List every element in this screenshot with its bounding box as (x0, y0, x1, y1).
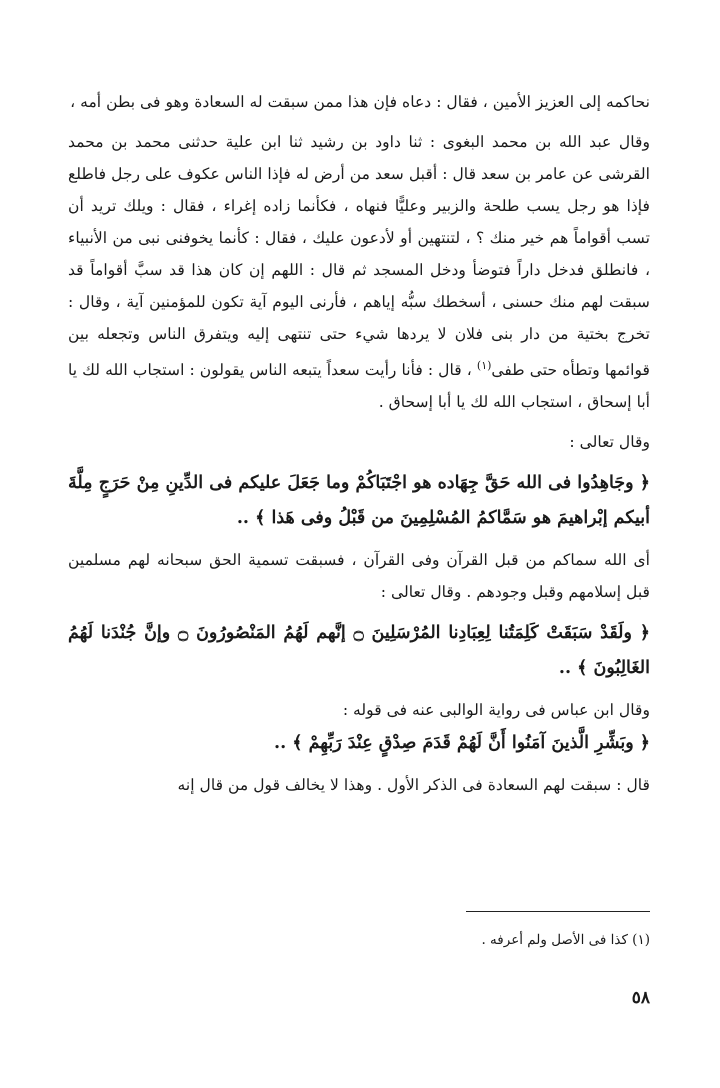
footnote: (١) كذا فى الأصل ولم أعرفه . (481, 932, 650, 948)
paragraph-2-text: وقال عبد الله بن محمد البغوى : ثنا داود بن رشيد ثنا ابن علية حدثنى محمد بن محمد القرشى عن عامر بن سعد قال : أقبل سعد من أرض له فإذا الناس عكوف على رجل فاطلع فإذا هو رجل يسب طلحة والزبير وعليًّا فنهاه ، فكأنما زاده إغراء ، فقال : ويلك تريد أن تسب أقواماً هم خير منك ؟ ، لتنتهين أو لأدعون عليك ، فقال : كأنما يخوفنى نبى من الأنبياء ، فانطلق فدخل داراً فتوضأ ودخل المسجد ثم قال : اللهم إن كان هذا قد سبَّ أقواماً قد سبقت لهم منك حسنى ، أسخطك سبُّه إياهم ، فأرنى اليوم آية تكون للمؤمنين آية ، وقال : تخرج بختية من دار بنى فلان لا يردها شيء حتى تنتهى إليه ويتفرق الناس وتجعله بين قوائمها وتطأه حتى طفى (68, 133, 650, 380)
quran-verse-1: ﴿ وجَاهِدُوا فى الله حَقَّ جِهَاده هو اجْتَبَاكُمْ وما جَعَلَ عليكم فى الدِّينِ مِنْ حَرَجٍ مِلَّةَ أبيكم إبْراهيمَ هو سَمَّاكمُ المُسْلِمِينَ من قَبْلُ وفى هَذا ﴾ .. (68, 473, 650, 529)
quran-verse-3: ﴿ وبَشِّرِ الَّذينَ آمَنُوا أَنَّ لَهُمْ قَدَمَ صِدْقٍ عِنْدَ رَبِّهِمْ ﴾ .. (273, 733, 650, 754)
paragraph-1: نحاكمه إلى العزيز الأمين ، فقال : دعاه فإن هذا ممن سبقت له السعادة وهو فى بطن أمه ، (70, 93, 650, 111)
paragraph-4: أى الله سماكم من قبل القرآن وفى القرآن ، فسبقت تسمية الحق سبحانه لهم مسلمين قبل إسلامهم وقبل وجودهم . وقال تعالى : (68, 551, 650, 602)
spacer (68, 686, 650, 694)
spacer (68, 418, 650, 426)
paragraph-5: وقال ابن عباس فى رواية الوالبى عنه فى قوله : (342, 701, 650, 720)
footnote-divider (466, 911, 650, 912)
paragraph-6: قال : سبقت لهم السعادة فى الذكر الأول . وهذا لا يخالف قول من قال إنه (177, 776, 650, 795)
footnote-marker: (١) (476, 359, 492, 372)
spacer (68, 458, 650, 466)
quran-verse-2: ﴿ ولَقَدْ سَبَقَتْ كَلِمَتُنا لِعِبَادِنا المُرْسَلِينَ ۝ إنَّهم لَهُمُ المَنْصُورُونَ ۝ وإنَّ جُنْدَنا لَهُمُ الغَالِبُونَ ﴾ .. (68, 623, 650, 679)
paragraph-2 (68, 126, 650, 418)
page-number: ٥٨ (631, 988, 650, 1008)
spacer (68, 118, 650, 126)
page-body (68, 86, 650, 801)
spacer (68, 536, 650, 544)
paragraph-3: وقال تعالى : (569, 433, 650, 452)
spacer (68, 761, 650, 769)
spacer (68, 608, 650, 616)
paragraph-2-end: ، قال : فأنا رأيت سعداً يتبعه الناس يقولون : استجاب الله لك يا أبا إسحاق ، استجاب الله لك يا أبا إسحاق . (68, 361, 650, 412)
